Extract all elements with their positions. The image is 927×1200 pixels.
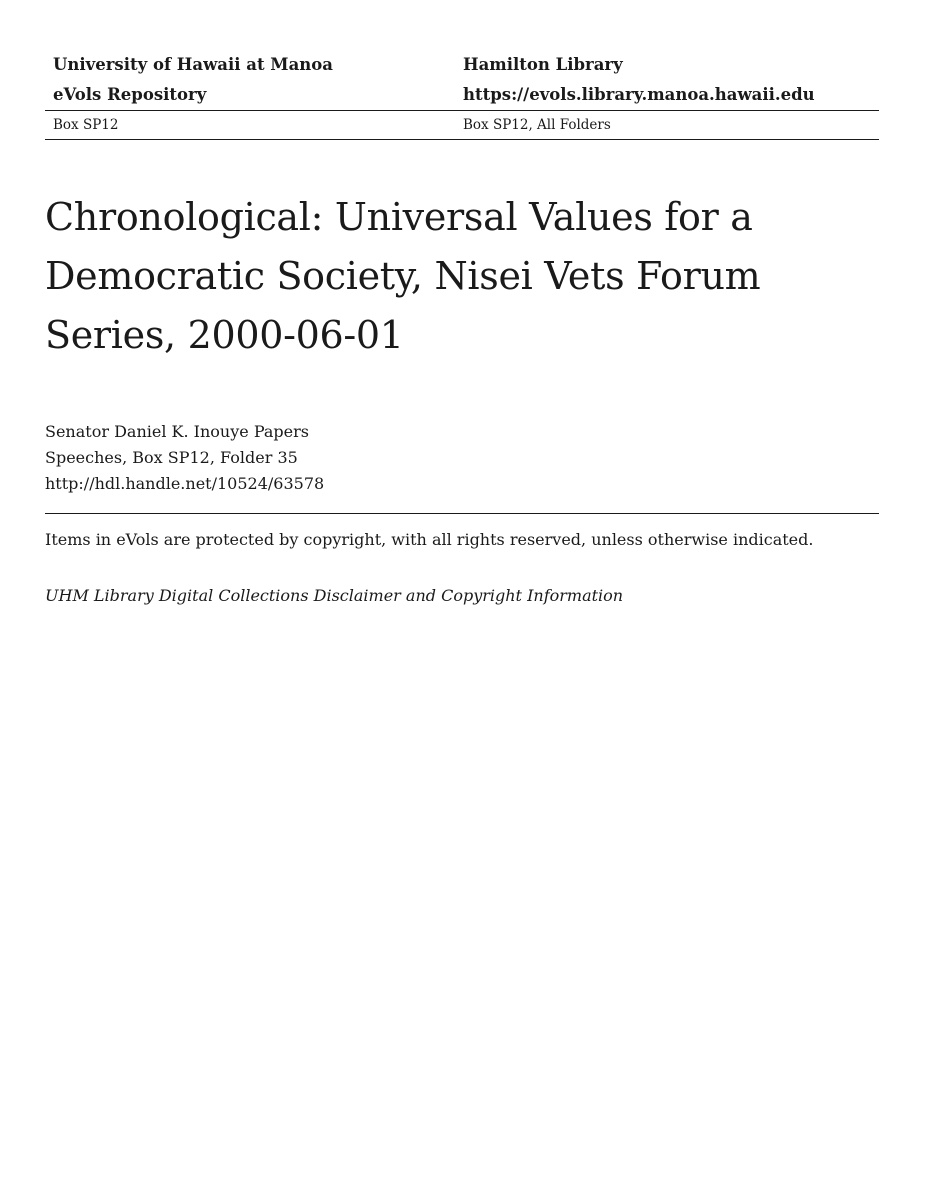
copyright-notice: Items in eVols are protected by copyright, with all rights reserved, unless otherwise indicated. [45, 530, 814, 549]
library-name: Hamilton Library [463, 55, 623, 74]
header-row-top [45, 50, 879, 110]
footer-divider [45, 513, 879, 514]
document-title: Chronological: Universal Values for a Democratic Society, Nisei Vets Forum Series, 2000-06-01 [45, 195, 761, 357]
folder-location: Speeches, Box SP12, Folder 35 [45, 448, 298, 467]
document-metadata [45, 419, 324, 497]
handle-link[interactable]: http://hdl.handle.net/10524/63578 [45, 474, 325, 493]
disclaimer-link[interactable]: UHM Library Digital Collections Disclaimer and Copyright Information [45, 586, 624, 605]
header-table [45, 50, 879, 140]
collection-name: Senator Daniel K. Inouye Papers [45, 422, 309, 441]
box-label-left: Box SP12 [53, 117, 119, 133]
repository-name: eVols Repository [53, 85, 207, 104]
institution-name: University of Hawaii at Manoa [53, 55, 333, 74]
header-bottom-divider [45, 139, 879, 140]
box-label-right: Box SP12, All Folders [463, 117, 611, 133]
repository-url[interactable]: https://evols.library.manoa.hawaii.edu [463, 85, 815, 104]
header-row-box [45, 111, 879, 139]
